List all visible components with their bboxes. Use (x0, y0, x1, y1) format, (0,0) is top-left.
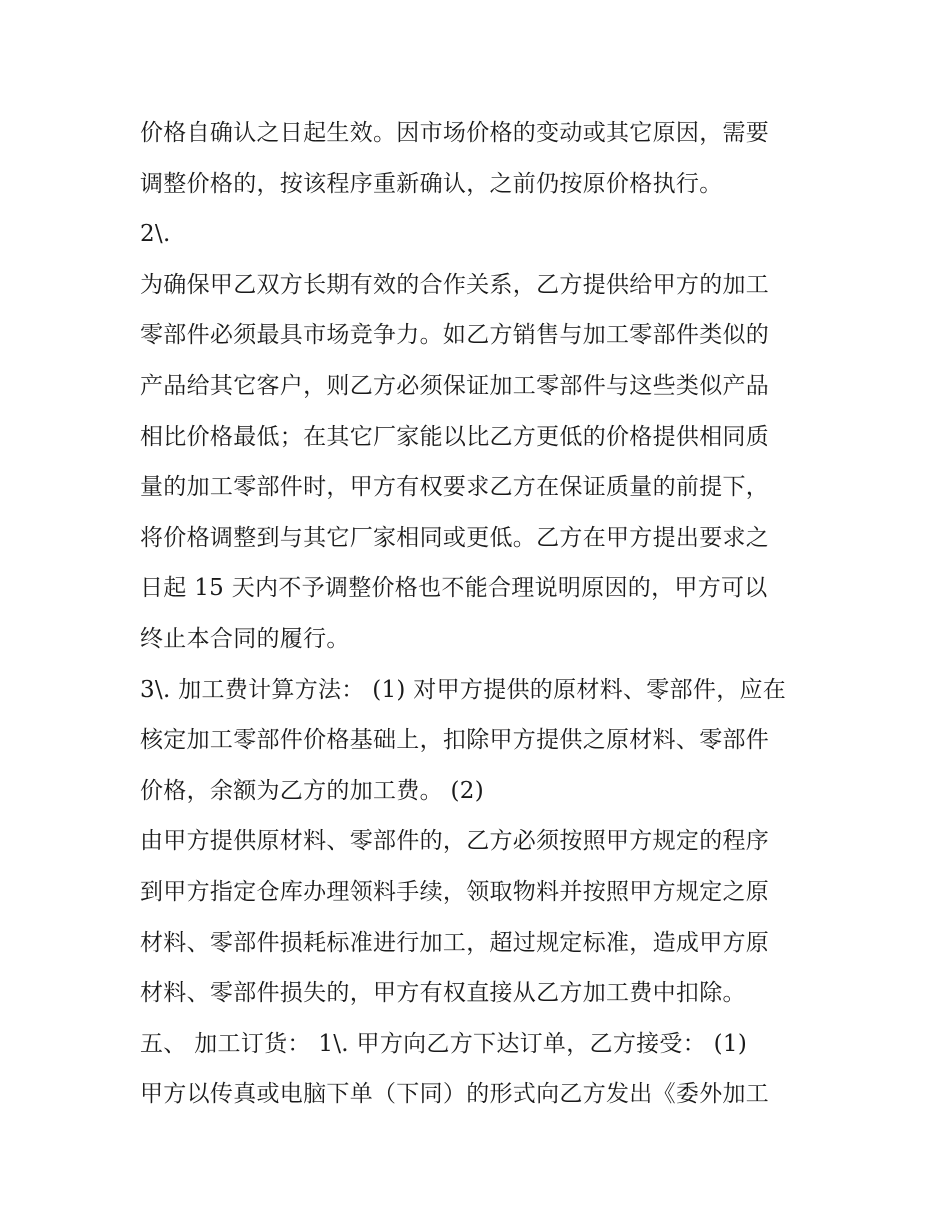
text-line: 产品给其它客户，则乙方必须保证加工零部件与这些类似产品 (140, 372, 770, 399)
text-line: 到甲方指定仓库办理领料手续，领取物料并按照甲方规定之原 (140, 878, 770, 905)
text-line: 甲方以传真或电脑下单（下同）的形式向乙方发出《委外加工 (140, 1081, 770, 1108)
contract-text (140, 108, 830, 1120)
text-line: 材料、零部件损失的，甲方有权直接从乙方加工费中扣除。 (140, 980, 746, 1007)
text-line: 由甲方提供原材料、零部件的，乙方必须按照甲方规定的程序 (140, 828, 770, 855)
text-line: 量的加工零部件时，甲方有权要求乙方在保证质量的前提下， (140, 474, 770, 501)
text-line: 为确保甲乙双方长期有效的合作关系，乙方提供给甲方的加工 (140, 271, 770, 298)
text-line: 将价格调整到与其它厂家相同或更低。乙方在甲方提出要求之 (140, 524, 770, 551)
text-line: 五、 加工订货： 1\. 甲方向乙方下达订单，乙方接受： (1) (140, 1030, 748, 1057)
text-line: 2\. (140, 221, 171, 248)
text-line: 3\. 加工费计算方法： (1) 对甲方提供的原材料、零部件，应在 (140, 676, 787, 703)
text-line: 相比价格最低；在其它厂家能以比乙方更低的价格提供相同质 (140, 423, 770, 450)
text-line: 零部件必须最具市场竞争力。如乙方销售与加工零部件类似的 (140, 322, 770, 349)
text-line: 价格，余额为乙方的加工费。 (2) (140, 777, 484, 804)
text-line: 终止本合同的履行。 (140, 625, 350, 652)
text-line: 调整价格的，按该程序重新确认，之前仍按原价格执行。 (140, 170, 723, 197)
text-line: 日起 15 天内不予调整价格也不能合理说明原因的，甲方可以 (140, 575, 768, 602)
text-line: 材料、零部件损耗标准进行加工，超过规定标准，造成甲方原 (140, 929, 770, 956)
text-line: 核定加工零部件价格基础上，扣除甲方提供之原材料、零部件 (140, 727, 770, 754)
text-line: 价格自确认之日起生效。因市场价格的变动或其它原因，需要 (140, 120, 770, 146)
